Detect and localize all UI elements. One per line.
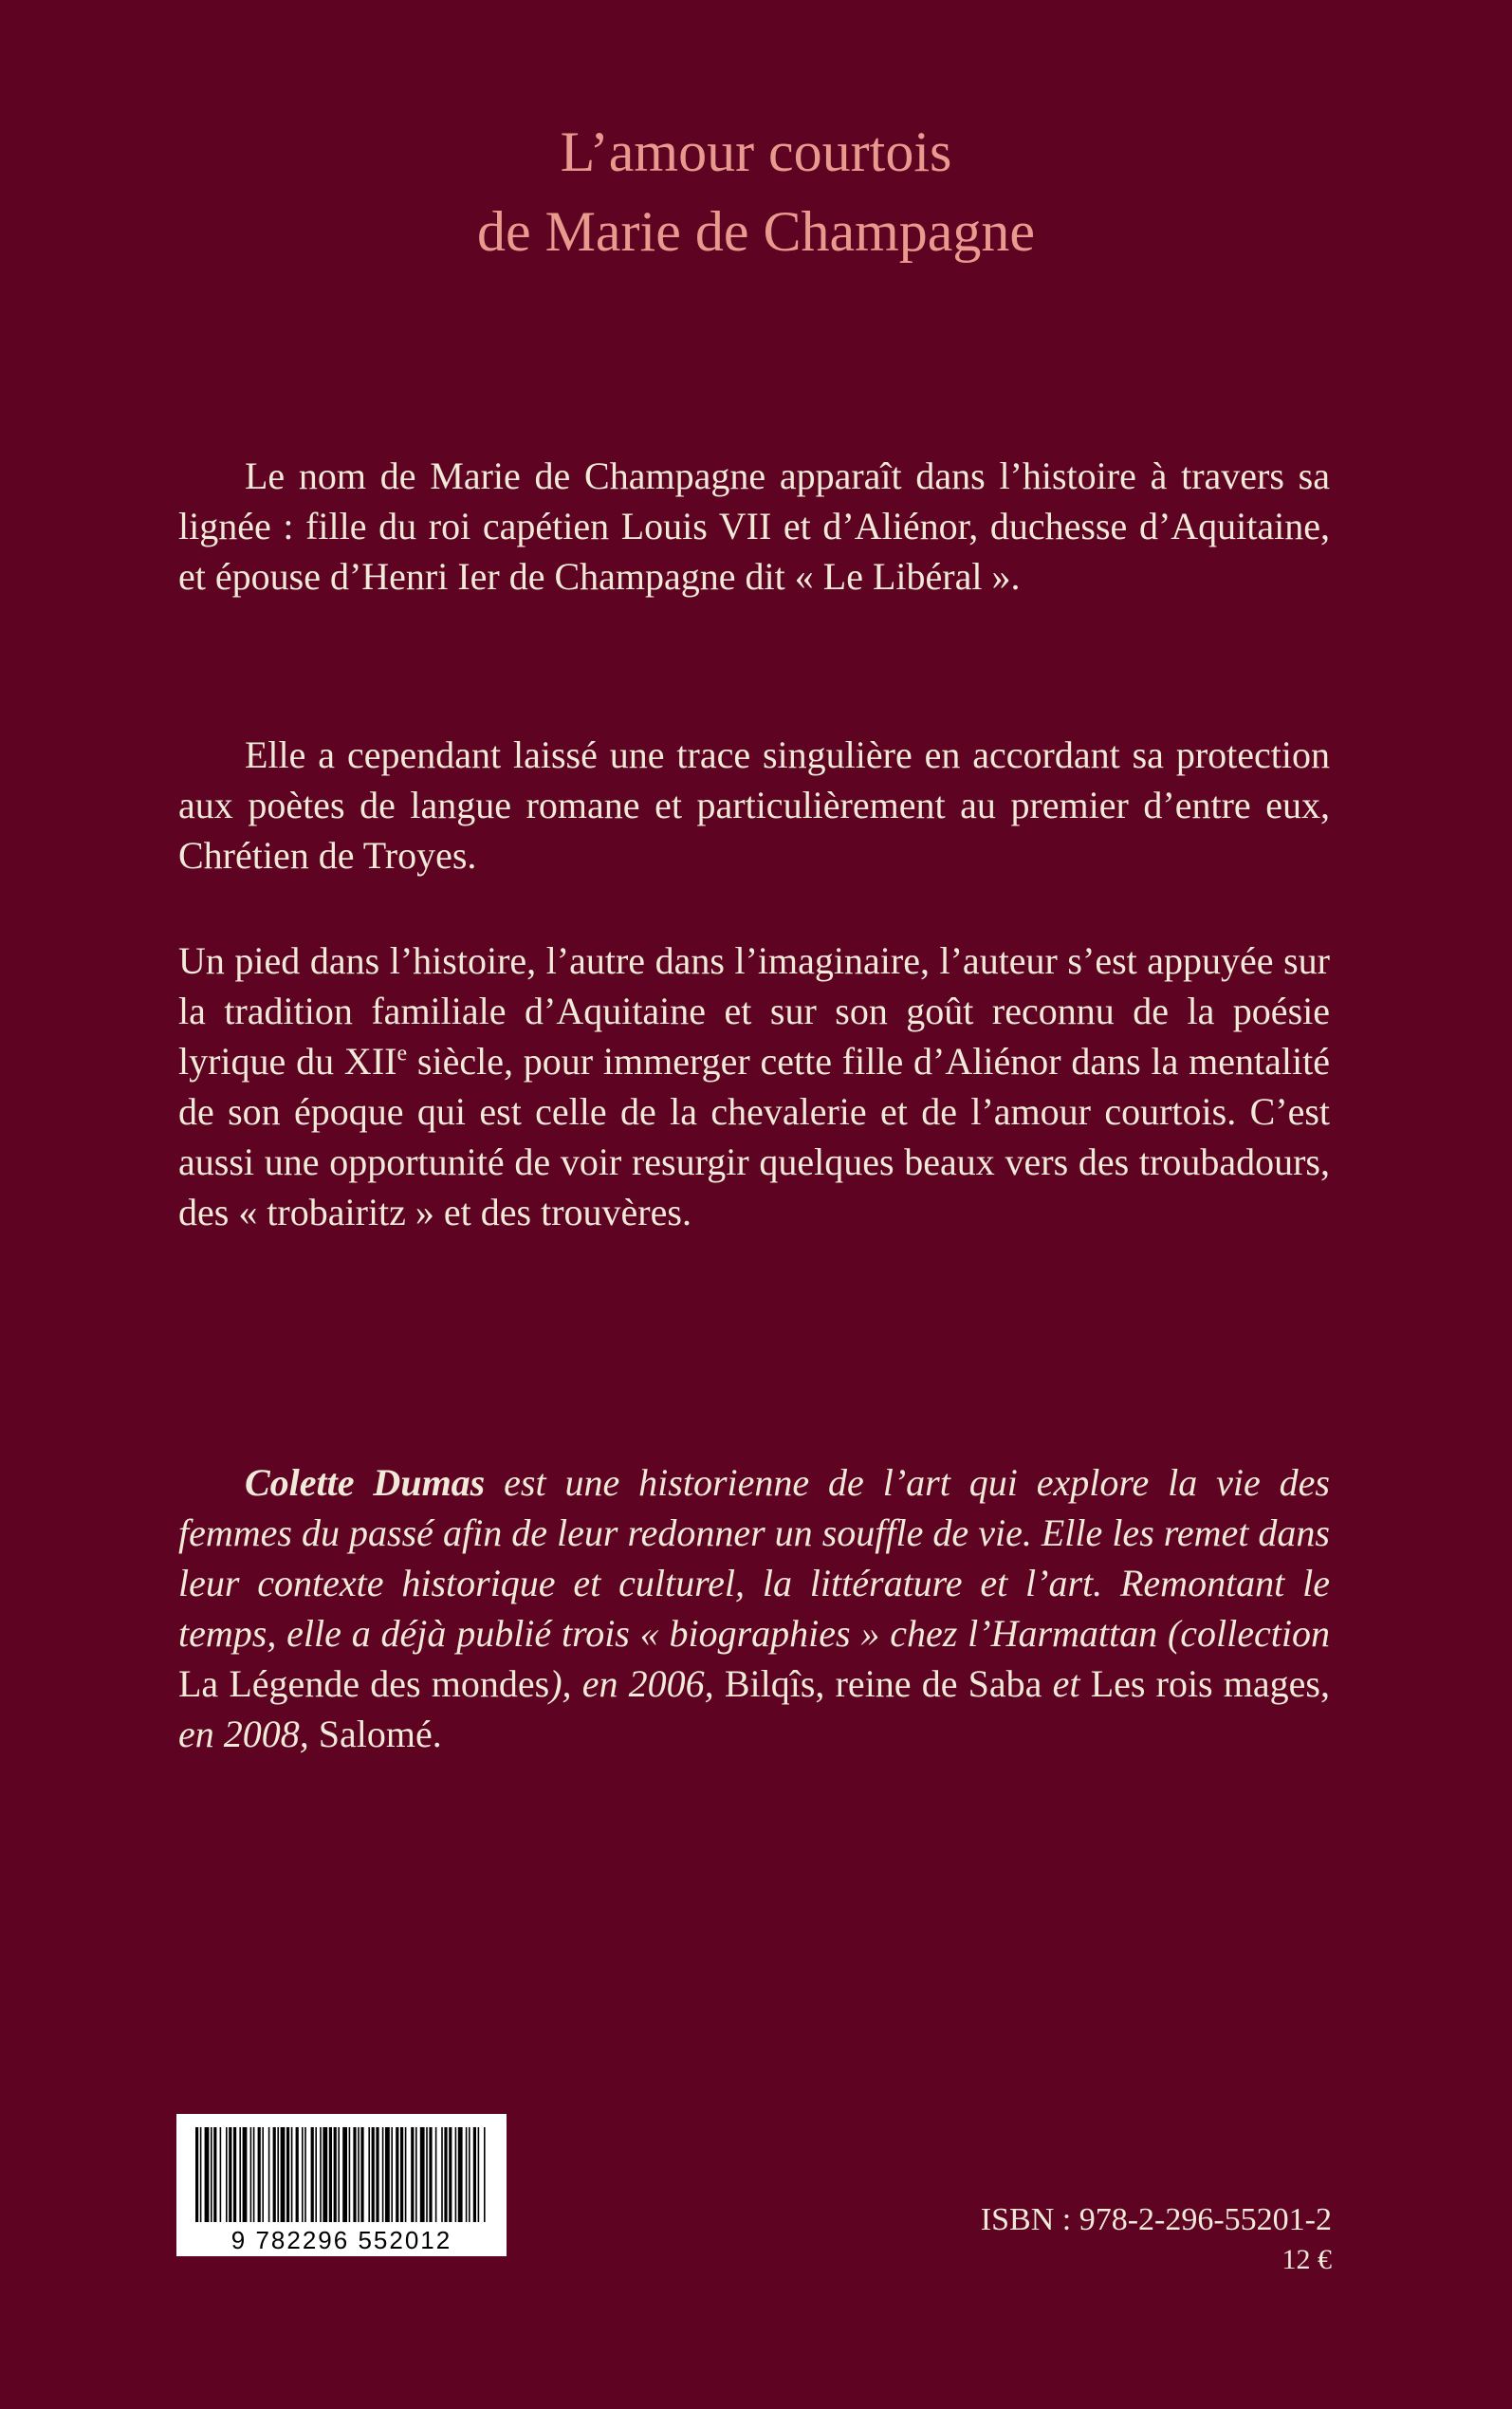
barcode-bar [455, 2127, 457, 2222]
barcode-bar [200, 2127, 202, 2222]
barcode-bar [304, 2127, 306, 2222]
barcode-bar [211, 2127, 212, 2222]
bio-text-1: est une historienne de l’art qui explore la vie des femmes du passé afin de leur redonner un souffle de vie. Elle les remet dans leur contexte historique et culturel, la littérature et l’art. Remontant le temps, elle a déjà publié trois « biographies » chez l’Harmattan (collection [178, 1461, 1330, 1655]
summary-paragraph-1: Le nom de Marie de Champagne apparaît dans l’histoire à travers sa lignée : fille du roi capétien Louis VII et d’Aliénor, duchesse d’Aquitaine, et épouse d’Henri Ier de Champagne dit « Le Libéral ». [178, 454, 1330, 598]
price: 12 € [1282, 2244, 1332, 2275]
barcode-bar [329, 2127, 332, 2222]
barcode-bar [281, 2127, 286, 2222]
barcode-bar [484, 2127, 486, 2222]
summary-paragraph-3 [178, 936, 1330, 1237]
book-title-rois-mages: Les rois mages, [1090, 1662, 1330, 1705]
summary-paragraph-2: Elle a cependant laissé une trace singulière en accordant sa protection aux poètes de langue romane et particulièrement au premier d’entre eux, Chrétien de Troyes. [178, 733, 1330, 877]
barcode-bar [473, 2127, 476, 2222]
barcode-bar [320, 2127, 322, 2222]
barcode-bar [277, 2127, 279, 2222]
barcode-bar [213, 2127, 216, 2222]
barcode-bar [391, 2127, 393, 2222]
book-title [0, 112, 1512, 271]
bio-text-4: en 2008, [178, 1713, 319, 1755]
barcode-bar [396, 2127, 398, 2222]
barcode-bar [458, 2127, 463, 2222]
barcode-bar [229, 2127, 231, 2222]
title-line-1: L’amour courtois [560, 120, 952, 183]
barcode-bar [360, 2127, 363, 2222]
barcode-bar [262, 2127, 264, 2222]
barcode-bar [372, 2127, 375, 2222]
summary-p3-part1: Un pied dans l’histoire, l’autre dans l’imaginaire, l’auteur s’est appuyée sur la tradition familiale d’Aquitaine et sur son goût reconnu de la poésie lyrique du XII [178, 939, 1330, 1083]
barcode-bar [469, 2127, 470, 2222]
bio-text-2: ), en 2006, [549, 1662, 725, 1705]
barcode-bar [273, 2127, 276, 2222]
collection-name: La Légende des mondes [178, 1662, 550, 1705]
author-bio [178, 1457, 1330, 1759]
barcode-bar [258, 2127, 261, 2222]
barcode-bar [349, 2127, 351, 2222]
barcode-bar [342, 2127, 347, 2222]
summary-p3-part2: siècle, pour immerger cette fille d’Aliénor dans la mentalité de son époque qui est celle de la chevalerie et de l’amour courtois. C’est aussi une opportunité de voir resurgir quelques beaux vers des troubadours, des « trobairitz » et des trouvères. [178, 1040, 1330, 1233]
barcode-digits: 9 782296 552012 [230, 2226, 452, 2254]
barcode-bar [466, 2127, 468, 2222]
barcode-bar [250, 2127, 252, 2222]
barcode-bar [233, 2127, 236, 2222]
book-title-salome: Salomé. [318, 1713, 442, 1755]
barcode-bar [291, 2127, 293, 2222]
barcode-bar [429, 2127, 432, 2222]
barcode-bar [311, 2127, 314, 2222]
barcode-bar [315, 2127, 317, 2222]
barcode-bar [296, 2127, 299, 2222]
barcode-bar [302, 2127, 304, 2222]
barcode-bar [411, 2127, 414, 2222]
barcode-bar [426, 2127, 428, 2222]
barcode-bar [239, 2127, 241, 2222]
author-name: Colette Dumas [245, 1461, 486, 1504]
barcode [176, 2114, 507, 2256]
barcode-bar [435, 2127, 437, 2222]
barcode-bar [449, 2127, 452, 2222]
bio-text-3: et [1042, 1662, 1091, 1705]
barcode-bar [420, 2127, 425, 2222]
isbn-number: ISBN : 978-2-296-55201-2 [980, 2202, 1332, 2237]
barcode-bar [382, 2127, 384, 2222]
barcode-bar [368, 2127, 370, 2222]
barcode-bar [385, 2127, 390, 2222]
barcode-bar [205, 2127, 210, 2222]
barcode-bar [353, 2127, 356, 2222]
barcode-bar [358, 2127, 360, 2222]
barcode-bar [400, 2127, 403, 2222]
barcode-bar [376, 2127, 378, 2222]
barcode-bar [323, 2127, 327, 2222]
barcode-bar [226, 2127, 228, 2222]
barcode-bar [286, 2127, 289, 2222]
barcode-bar [478, 2127, 480, 2222]
barcode-bar [268, 2127, 270, 2222]
barcode-bar [243, 2127, 248, 2222]
century-superscript: e [396, 1041, 408, 1066]
barcode-bar [441, 2127, 443, 2222]
barcode-bar [253, 2127, 255, 2222]
barcode-bar [220, 2127, 222, 2222]
barcode-bar [444, 2127, 447, 2222]
barcode-bar [415, 2127, 417, 2222]
barcode-bar [405, 2127, 407, 2222]
barcode-bar [334, 2127, 337, 2222]
barcode-bar [338, 2127, 340, 2222]
book-title-bilqis: Bilqîs, reine de Saba [724, 1662, 1042, 1705]
barcode-bar [195, 2127, 198, 2222]
title-line-2: de Marie de Champagne [476, 200, 1036, 263]
